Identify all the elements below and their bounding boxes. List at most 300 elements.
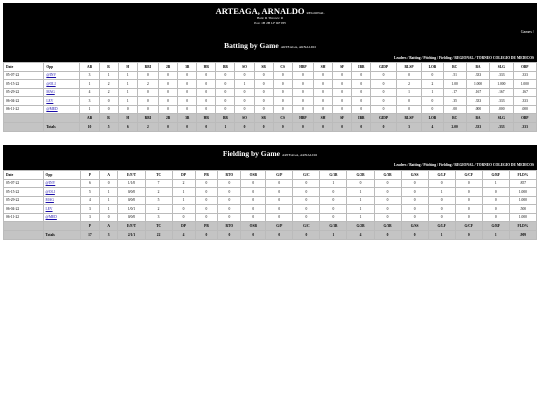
table-cell: 0	[178, 88, 197, 97]
column-header: R	[99, 114, 118, 123]
column-header: HR	[197, 114, 216, 123]
table-cell: 0/0/0	[118, 196, 145, 205]
column-header: SH	[314, 63, 333, 72]
table-cell: 0	[314, 88, 333, 97]
table-cell: 0	[216, 105, 235, 114]
table-cell: 2	[137, 80, 158, 89]
column-header: Date	[4, 171, 44, 180]
table-cell: 1	[347, 188, 374, 197]
totals-cell: 22	[145, 231, 172, 240]
table-cell: 1.000	[509, 188, 536, 197]
column-header: OBP	[513, 63, 536, 72]
totals-cell	[4, 123, 44, 132]
table-cell: .333	[490, 71, 513, 80]
table-cell: 1	[80, 80, 99, 89]
table-cell: 0	[137, 97, 158, 106]
table-row	[4, 196, 537, 205]
table-cell: 1	[172, 188, 195, 197]
column-header: SB	[254, 114, 273, 123]
table-cell: 0	[455, 213, 482, 222]
column-header: P	[81, 171, 100, 180]
table-cell: 0	[396, 97, 421, 106]
table-cell: 0	[197, 71, 216, 80]
column-header: DP	[172, 171, 195, 180]
table-cell: 05-07-22	[4, 71, 44, 80]
column-header: LOB	[422, 63, 443, 72]
totals-cell: 4	[422, 123, 443, 132]
table-cell: 0	[178, 71, 197, 80]
column-header: GIDP	[371, 114, 396, 123]
table-cell: 0	[241, 179, 266, 188]
table-cell: 0	[333, 71, 352, 80]
table-cell: 0	[254, 80, 273, 89]
column-header: 2B	[159, 114, 178, 123]
table-cell: 0	[371, 88, 396, 97]
totals-cell: Totals	[44, 123, 80, 132]
table-cell: .333	[466, 97, 489, 106]
column-header: G/RF	[482, 171, 509, 180]
table-cell: 0	[195, 188, 218, 197]
table-cell: 0	[99, 97, 118, 106]
table-cell: 0	[178, 105, 197, 114]
table-cell: 0	[428, 213, 455, 222]
table-cell: 0/0/0	[118, 213, 145, 222]
column-header: DP	[172, 222, 195, 231]
column-header: G/SS	[401, 222, 428, 231]
table-cell: 0	[455, 205, 482, 214]
table-cell: 0	[374, 188, 401, 197]
table-row	[4, 88, 537, 97]
batting-header	[3, 34, 537, 62]
opponent-link[interactable]: MAG	[44, 88, 80, 97]
column-header: G/3B	[374, 171, 401, 180]
table-cell: 06-11-22	[4, 213, 44, 222]
table-cell: 1.00	[443, 80, 466, 89]
totals-cell: 17	[81, 231, 100, 240]
column-header: Date	[4, 63, 44, 72]
table-cell: 0	[137, 105, 158, 114]
table-cell: 0	[352, 80, 371, 89]
table-cell: 05-29-22	[4, 196, 44, 205]
table-cell: 1	[396, 88, 421, 97]
totals-cell: 0	[273, 123, 292, 132]
column-header: H	[118, 63, 137, 72]
table-cell: 0	[482, 213, 509, 222]
column-header: FLD%	[509, 171, 536, 180]
player-name-heading	[3, 6, 537, 16]
column-header: TC	[145, 222, 172, 231]
table-cell: 0	[293, 196, 320, 205]
table-cell: 0	[374, 213, 401, 222]
column-header: LOB	[422, 114, 443, 123]
table-cell: 0	[159, 97, 178, 106]
table-cell: 2	[99, 88, 118, 97]
column-header	[4, 222, 44, 231]
table-cell: 0	[241, 213, 266, 222]
table-cell: 0	[320, 213, 347, 222]
table-cell: 0	[99, 213, 118, 222]
column-header: FLD%	[509, 222, 536, 231]
table-row	[4, 71, 537, 80]
column-header: G/1B	[320, 222, 347, 231]
table-cell: 0	[197, 105, 216, 114]
totals-cell: 0	[197, 123, 216, 132]
column-header: SH	[314, 114, 333, 123]
totals-cell: 10	[80, 123, 99, 132]
totals-cell: 1	[320, 231, 347, 240]
table-cell: 0	[195, 213, 218, 222]
player-header	[3, 3, 537, 37]
totals-cell: 0	[314, 123, 333, 132]
table-cell: 06-04-22	[4, 97, 44, 106]
column-header: HBP	[292, 114, 313, 123]
table-cell: .333	[466, 71, 489, 80]
table-cell: 0	[218, 188, 241, 197]
table-cell: 0	[482, 205, 509, 214]
table-row	[4, 188, 537, 197]
totals-cell: .333	[513, 123, 536, 132]
column-header: G/RF	[482, 222, 509, 231]
opponent-link[interactable]: LEV	[43, 205, 80, 214]
column-header: HR	[197, 63, 216, 72]
table-cell: .333	[513, 97, 536, 106]
column-header: SLG	[490, 114, 513, 123]
table-cell: 0	[273, 71, 292, 80]
table-cell: 0	[99, 179, 118, 188]
column-header: E/F/T	[118, 222, 145, 231]
totals-row	[4, 123, 537, 132]
repeat-header-row	[4, 222, 537, 231]
table-cell: 1	[428, 188, 455, 197]
table-cell: 0	[235, 105, 254, 114]
table-cell: 0	[178, 80, 197, 89]
table-cell: 05-07-22	[4, 179, 44, 188]
totals-cell: 3	[99, 231, 118, 240]
table-cell: 1	[118, 88, 137, 97]
table-cell: 0	[293, 179, 320, 188]
totals-cell: 2	[137, 123, 158, 132]
totals-cell: 0	[374, 231, 401, 240]
table-cell: 0	[401, 179, 428, 188]
column-header: E/F/T	[118, 171, 145, 180]
opponent-link[interactable]: @INV	[44, 71, 80, 80]
table-cell: 1	[422, 88, 443, 97]
table-cell: 0	[195, 179, 218, 188]
column-header: G/2B	[347, 222, 374, 231]
table-cell: 3	[80, 71, 99, 80]
table-cell: 0	[333, 105, 352, 114]
totals-cell: 4	[347, 231, 374, 240]
opponent-link[interactable]: @MED	[43, 213, 80, 222]
fielding-nav-menu[interactable]: Leaders / Batting / Pitching / Fielding / REGIONAL / TORNEO COLEGIO DE MEDICOS	[394, 163, 534, 167]
column-header: G/P	[266, 171, 293, 180]
table-cell: 0	[292, 97, 313, 106]
table-cell: 0	[371, 80, 396, 89]
table-cell: 0	[352, 105, 371, 114]
player-name: ARTEAGA, ARNALDO	[215, 6, 305, 16]
opponent-link[interactable]: @OLI	[43, 188, 80, 197]
column-header: G/LF	[428, 222, 455, 231]
table-cell: 3	[145, 213, 172, 222]
opponent-link[interactable]: LEV	[44, 97, 80, 106]
table-cell: 0	[273, 88, 292, 97]
table-cell: 0	[218, 179, 241, 188]
column-header: RBI	[137, 63, 158, 72]
totals-cell: 4	[172, 231, 195, 240]
table-cell: 0	[218, 205, 241, 214]
column-header: Opp	[43, 171, 80, 180]
table-cell: 5	[81, 188, 100, 197]
totals-cell: 0	[218, 231, 241, 240]
column-header: RC	[443, 114, 466, 123]
column-header: H	[118, 114, 137, 123]
table-cell: 0	[172, 205, 195, 214]
table-cell: 0	[178, 97, 197, 106]
column-header: TC	[145, 171, 172, 180]
batting-nav-menu[interactable]: Leaders / Batting / Pitching / Fielding / REGIONAL / TORNEO COLEGIO DE MEDICOS	[394, 56, 534, 60]
table-cell: 0	[422, 105, 443, 114]
table-cell: 0	[293, 188, 320, 197]
totals-cell: 0	[254, 123, 273, 132]
table-cell: 0	[422, 71, 443, 80]
column-header: SO	[235, 114, 254, 123]
table-cell: 0	[241, 196, 266, 205]
table-cell: 0	[482, 196, 509, 205]
table-cell: 4	[81, 196, 100, 205]
table-cell: 0	[482, 188, 509, 197]
column-header: G/3B	[374, 222, 401, 231]
totals-cell: 1	[428, 231, 455, 240]
table-cell: 1	[80, 105, 99, 114]
column-header: G/P	[266, 222, 293, 231]
table-cell: 0	[197, 88, 216, 97]
table-cell: 0	[218, 196, 241, 205]
table-cell: 1	[172, 196, 195, 205]
table-cell: 0	[159, 80, 178, 89]
totals-cell: 2.00	[443, 123, 466, 132]
totals-cell: .333	[490, 123, 513, 132]
table-cell: 1	[347, 196, 374, 205]
column-header: R	[99, 63, 118, 72]
table-row	[4, 213, 537, 222]
column-header: G/LF	[428, 171, 455, 180]
totals-cell: 0	[266, 231, 293, 240]
table-cell: 0/0/0	[118, 188, 145, 197]
games-link[interactable]: Games /	[520, 29, 534, 34]
table-cell: 0	[396, 71, 421, 80]
table-cell: 0	[241, 205, 266, 214]
table-cell: .51	[443, 71, 466, 80]
table-cell: 0	[333, 88, 352, 97]
table-row	[4, 80, 537, 89]
table-cell: 2	[145, 188, 172, 197]
table-cell: 0	[292, 80, 313, 89]
table-cell: 0	[293, 205, 320, 214]
table-cell: 0	[314, 97, 333, 106]
table-cell: 06-04-22	[4, 205, 44, 214]
column-header: RLSP	[396, 114, 421, 123]
totals-cell: 6	[118, 123, 137, 132]
column-header	[44, 114, 80, 123]
player-positions: Pos: 1B 2B LF RF PH	[254, 20, 286, 25]
column-header: BA	[466, 114, 489, 123]
totals-cell: Totals	[43, 231, 80, 240]
totals-cell: 0	[352, 123, 371, 132]
table-cell: 0	[428, 196, 455, 205]
totals-cell: 0	[159, 123, 178, 132]
table-cell: 0	[352, 88, 371, 97]
column-header: SF	[333, 114, 352, 123]
table-cell: .000	[513, 105, 536, 114]
table-cell: 1.000	[509, 196, 536, 205]
table-cell: 0	[254, 105, 273, 114]
totals-cell: 0	[235, 123, 254, 132]
totals-row	[4, 231, 537, 240]
table-row	[4, 205, 537, 214]
opponent-link[interactable]: @INV	[43, 179, 80, 188]
table-cell: 1	[118, 80, 137, 89]
totals-cell: 0	[371, 123, 396, 132]
totals-cell	[4, 231, 44, 240]
table-cell: 2	[172, 179, 195, 188]
fielding-header	[3, 145, 537, 170]
table-cell: 0	[314, 80, 333, 89]
table-cell: 0	[401, 205, 428, 214]
table-cell: 2	[145, 205, 172, 214]
table-cell: 0	[428, 179, 455, 188]
table-cell: 0	[273, 97, 292, 106]
column-header: OSB	[241, 171, 266, 180]
column-header: SB	[254, 63, 273, 72]
column-header: RTO	[218, 222, 241, 231]
table-cell: 3	[81, 205, 100, 214]
totals-cell: 1	[482, 231, 509, 240]
table-cell: 7	[145, 179, 172, 188]
table-cell: 1.000	[490, 80, 513, 89]
table-cell: 3	[81, 213, 100, 222]
column-header: A	[99, 171, 118, 180]
table-cell: 0	[137, 88, 158, 97]
repeat-header-row	[4, 114, 537, 123]
table-cell: .167	[466, 88, 489, 97]
table-cell: 0	[266, 196, 293, 205]
table-row	[4, 97, 537, 106]
column-header: A	[99, 222, 118, 231]
column-header: HBP	[292, 63, 313, 72]
totals-cell: 0	[333, 123, 352, 132]
column-header: PB	[195, 222, 218, 231]
table-cell: 05-15-22	[4, 188, 44, 197]
table-cell: 0	[371, 105, 396, 114]
table-cell: 0	[254, 97, 273, 106]
table-cell: 0	[347, 179, 374, 188]
totals-cell: 0	[293, 231, 320, 240]
player-team: REGIONAL	[306, 11, 325, 15]
table-cell: 0	[266, 205, 293, 214]
table-cell: 1	[347, 213, 374, 222]
table-cell: 0	[422, 97, 443, 106]
table-cell: 1.000	[466, 80, 489, 89]
table-cell: 0	[254, 88, 273, 97]
table-cell: 05-15-22	[4, 80, 44, 89]
totals-cell: 1	[216, 123, 235, 132]
totals-cell: 2/1/1	[118, 231, 145, 240]
table-cell: 0	[197, 97, 216, 106]
batting-title: Batting by Game ARTEAGA, ARNALDO	[224, 41, 316, 50]
bats-throws: Bats: R Throws: R	[256, 16, 284, 20]
column-header: 2B	[159, 63, 178, 72]
totals-cell: 0	[401, 231, 428, 240]
table-cell: 1	[99, 71, 118, 80]
opponent-link[interactable]: @MED	[44, 105, 80, 114]
table-cell: .17	[443, 88, 466, 97]
opponent-link[interactable]: @OLI	[44, 80, 80, 89]
table-cell: 3	[80, 97, 99, 106]
table-cell: 0	[401, 196, 428, 205]
column-header: 3B	[178, 63, 197, 72]
table-cell: 05-29-22	[4, 88, 44, 97]
totals-cell: .333	[466, 123, 489, 132]
table-cell: 1/1/0	[118, 179, 145, 188]
table-cell: .000	[466, 105, 489, 114]
column-header: Opp	[44, 63, 80, 72]
table-row	[4, 105, 537, 114]
table-cell: 0	[266, 213, 293, 222]
table-cell: .167	[490, 88, 513, 97]
table-cell: 1	[482, 179, 509, 188]
table-cell: 1.000	[509, 213, 536, 222]
table-cell: .500	[509, 205, 536, 214]
column-header: G/CF	[455, 222, 482, 231]
table-cell: 0	[396, 105, 421, 114]
table-cell: 0	[159, 71, 178, 80]
totals-cell: 0	[195, 231, 218, 240]
table-cell: 0	[455, 188, 482, 197]
table-cell: .35	[443, 97, 466, 106]
table-cell: 0	[371, 71, 396, 80]
table-cell: 1	[99, 205, 118, 214]
table-cell: 0	[273, 80, 292, 89]
column-header	[4, 114, 44, 123]
column-header: OBP	[513, 114, 536, 123]
table-cell: 0	[320, 188, 347, 197]
table-cell: 0	[333, 97, 352, 106]
table-cell: 0	[235, 71, 254, 80]
column-header: AB	[80, 114, 99, 123]
column-header: RBI	[137, 114, 158, 123]
table-cell: 0	[428, 205, 455, 214]
table-cell: 0	[314, 105, 333, 114]
table-cell: 1	[99, 188, 118, 197]
opponent-link[interactable]: MAG	[43, 196, 80, 205]
batting-table	[3, 62, 537, 132]
column-header: OSB	[241, 222, 266, 231]
table-cell: 0	[195, 196, 218, 205]
table-cell: .000	[490, 105, 513, 114]
column-header: BB	[216, 63, 235, 72]
table-cell: 0	[320, 205, 347, 214]
table-cell: 0	[216, 80, 235, 89]
table-cell: 0	[216, 88, 235, 97]
table-cell: 0	[374, 205, 401, 214]
table-cell: 0	[216, 71, 235, 80]
table-cell: .333	[513, 71, 536, 80]
table-cell: 0	[137, 71, 158, 80]
table-cell: 0	[371, 97, 396, 106]
totals-cell: 3	[396, 123, 421, 132]
table-cell: 1/0/1	[118, 205, 145, 214]
table-cell: 0	[292, 105, 313, 114]
